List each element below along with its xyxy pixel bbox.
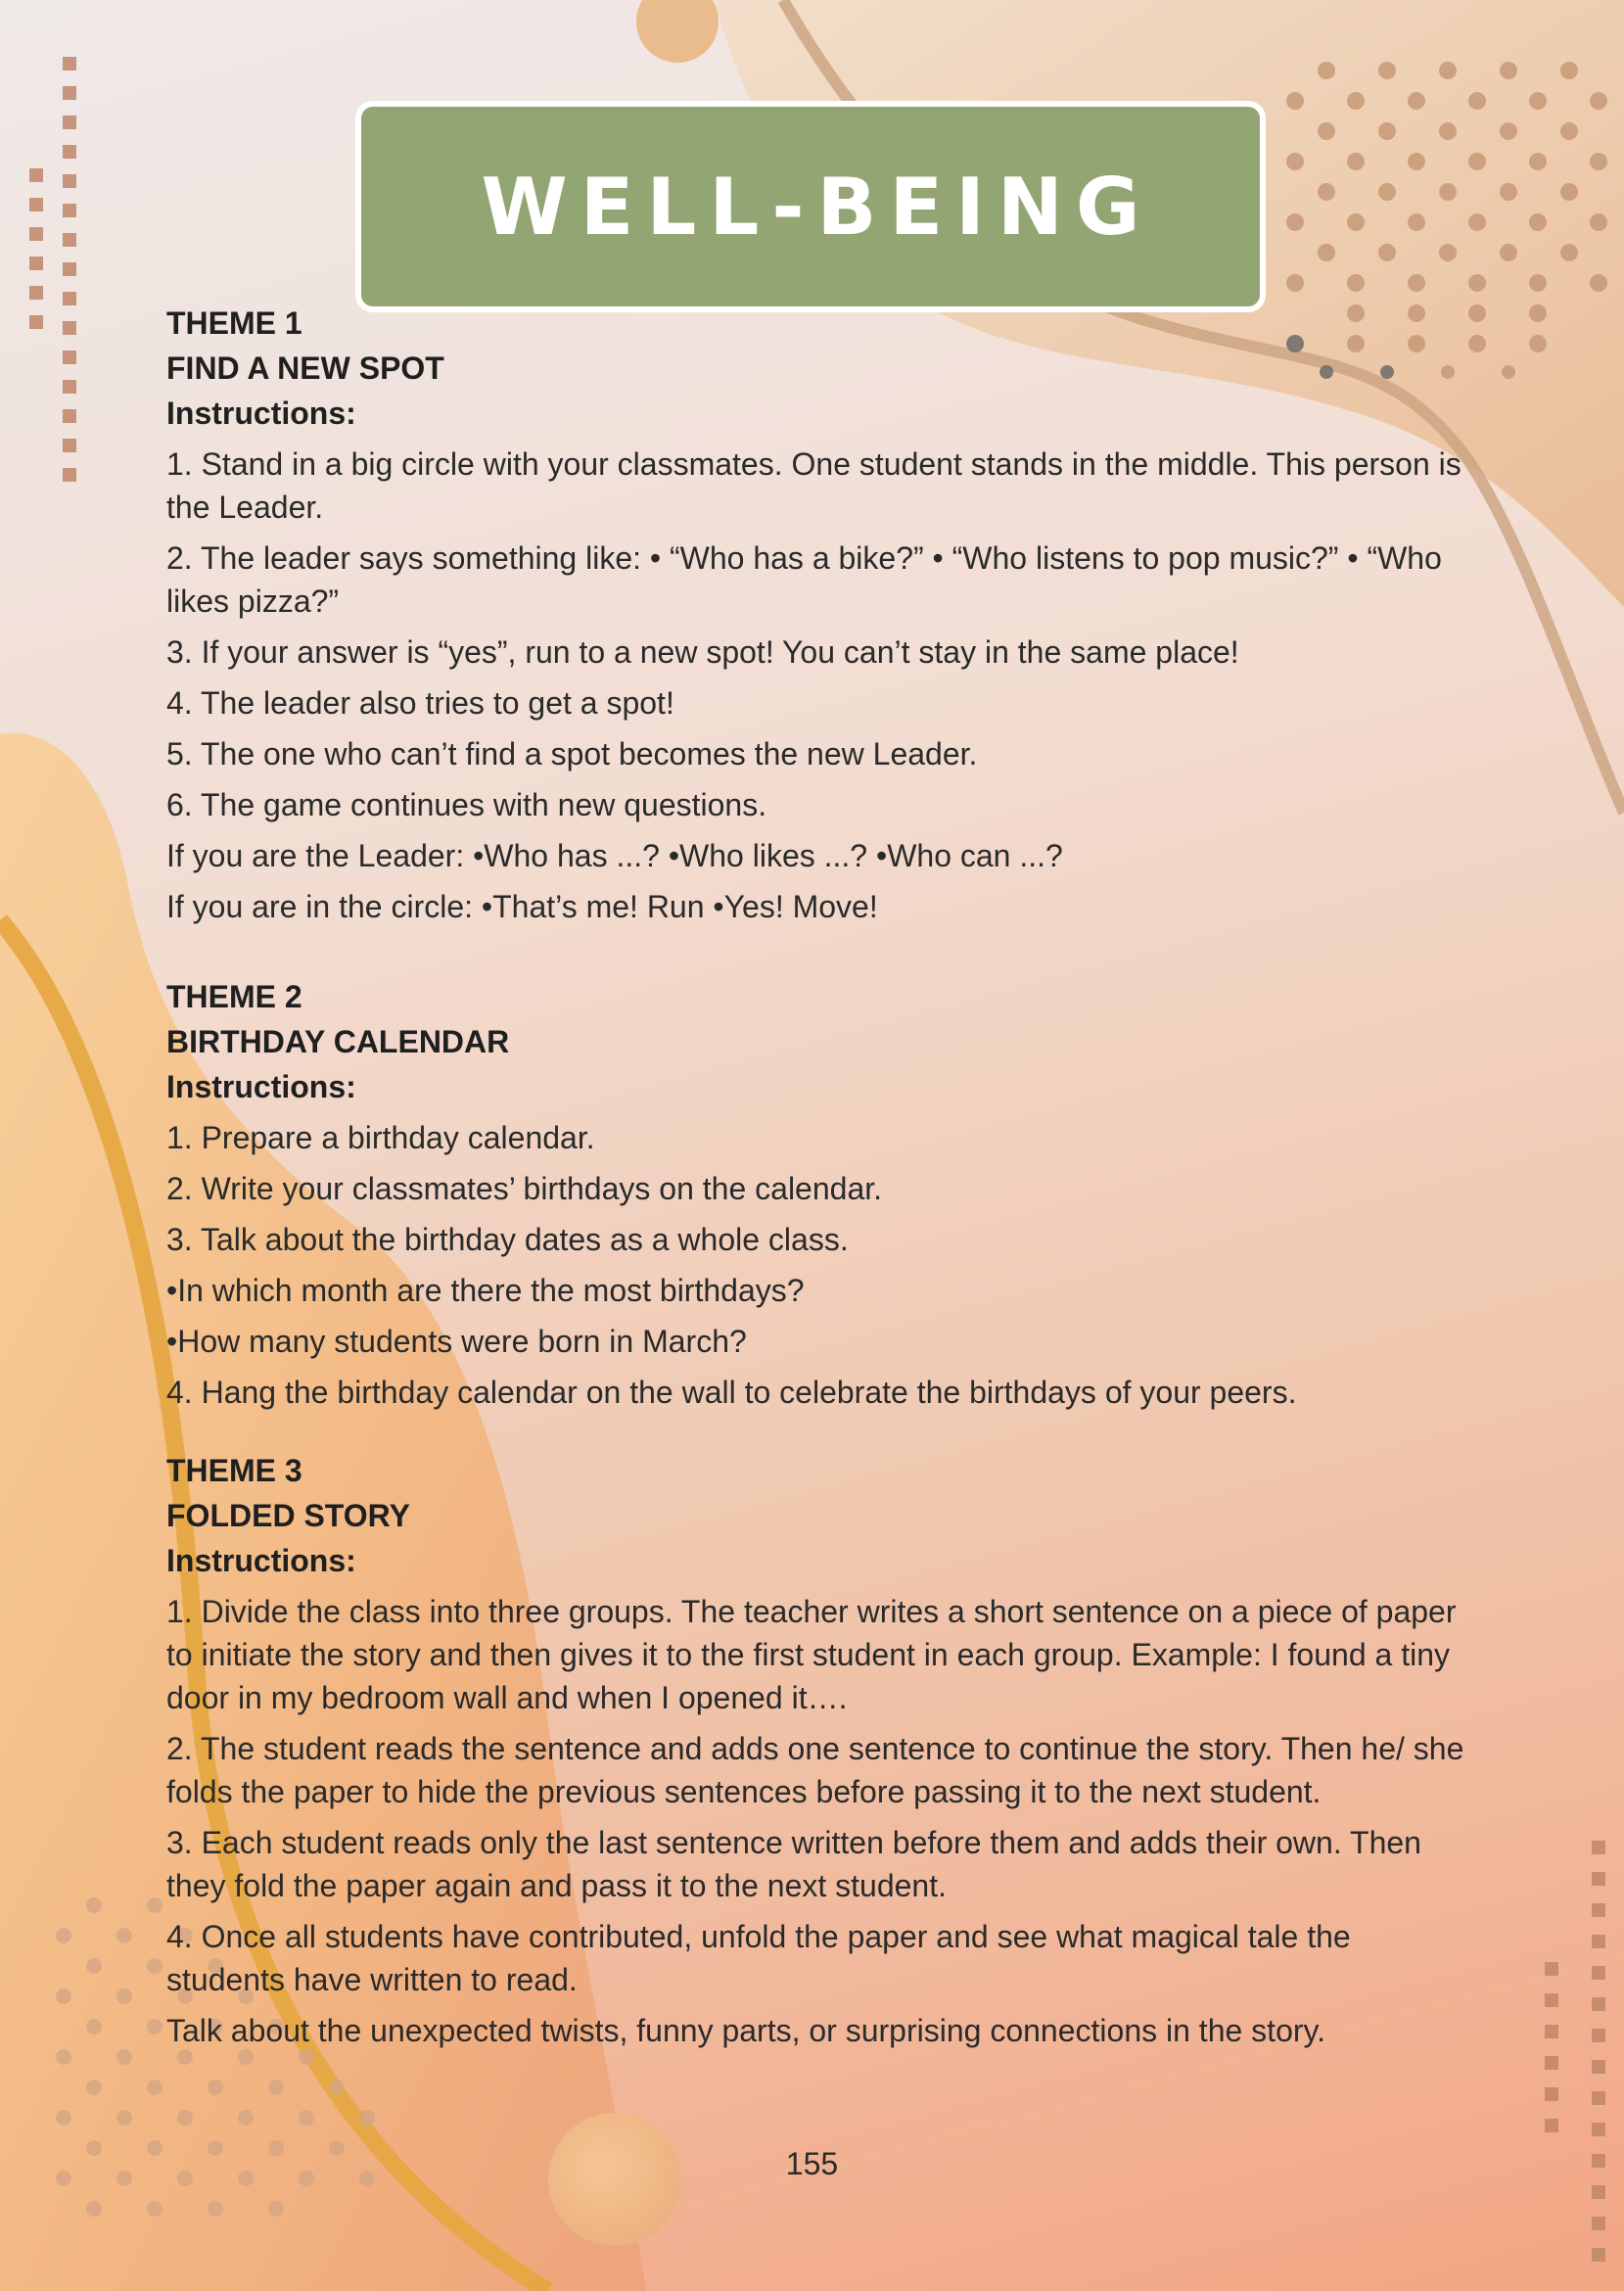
instructions-label: Instructions: [166,1069,356,1104]
instruction-item: If you are the Leader: •Who has ...? •Who likes ...? •Who can ...? [166,838,1063,873]
instruction-item: 1. Stand in a big circle with your classmates. One student stands in the middle. This person is the Leader. [166,446,1462,525]
instruction-item: 3. Talk about the birthday dates as a whole class. [166,1222,849,1257]
theme-section [166,302,1468,928]
instruction-item: 6. The game continues with new questions. [166,787,767,822]
instruction-item: 4. Once all students have contributed, unfold the paper and see what magical tale the students have written to read. [166,1919,1351,1997]
theme-label: THEME 3 [166,1453,302,1488]
themes-content [166,302,1468,2060]
theme-section [166,1449,1468,2052]
page-number: 155 [785,2146,839,2181]
top-circle-decoration [636,0,719,63]
instruction-item: 2. The student reads the sentence and adds one sentence to continue the story. Then he/ she folds the paper to hide the previous sentences before passing it to the next student. [166,1731,1464,1809]
instruction-item: 1. Divide the class into three groups. The teacher writes a short sentence on a piece of paper to initiate the story and then gives it to the first student in each group. Example: I found a tiny door in my bedroom wall and when I opened it…. [166,1594,1457,1715]
instruction-item: 2. Write your classmates’ birthdays on the calendar. [166,1171,883,1206]
instruction-item: 5. The one who can’t find a spot becomes the new Leader. [166,736,978,771]
instruction-item: Talk about the unexpected twists, funny parts, or surprising connections in the story. [166,2013,1326,2048]
instruction-item: 2. The leader says something like: • “Who has a bike?” • “Who listens to pop music?” • “Who likes pizza?” [166,540,1442,619]
theme-label: THEME 2 [166,979,302,1014]
instruction-item: 1. Prepare a birthday calendar. [166,1120,595,1155]
instruction-item: 4. The leader also tries to get a spot! [166,685,674,721]
theme-section [166,975,1468,1414]
title-banner [355,101,1266,312]
page-title: WELL-BEING [481,161,1153,253]
square-column-bottom-right [1545,1841,1605,2262]
instruction-item: •How many students were born in March? [166,1324,747,1359]
instructions-label: Instructions: [166,396,356,431]
theme-name: BIRTHDAY CALENDAR [166,1024,510,1059]
theme-name: FIND A NEW SPOT [166,351,444,386]
instruction-item: If you are in the circle: •That’s me! Run •Yes! Move! [166,889,878,924]
instructions-label: Instructions: [166,1543,356,1578]
instruction-item: •In which month are there the most birthdays? [166,1273,805,1308]
instruction-item: 4. Hang the birthday calendar on the wall to celebrate the birthdays of your peers. [166,1375,1297,1410]
theme-label: THEME 1 [166,305,302,341]
theme-name: FOLDED STORY [166,1498,410,1533]
instruction-item: 3. Each student reads only the last sentence written before them and adds their own. Then they fold the paper again and pass it to the next student. [166,1825,1421,1903]
instruction-item: 3. If your answer is “yes”, run to a new spot! You can’t stay in the same place! [166,634,1239,670]
square-column-top-left [29,57,76,482]
